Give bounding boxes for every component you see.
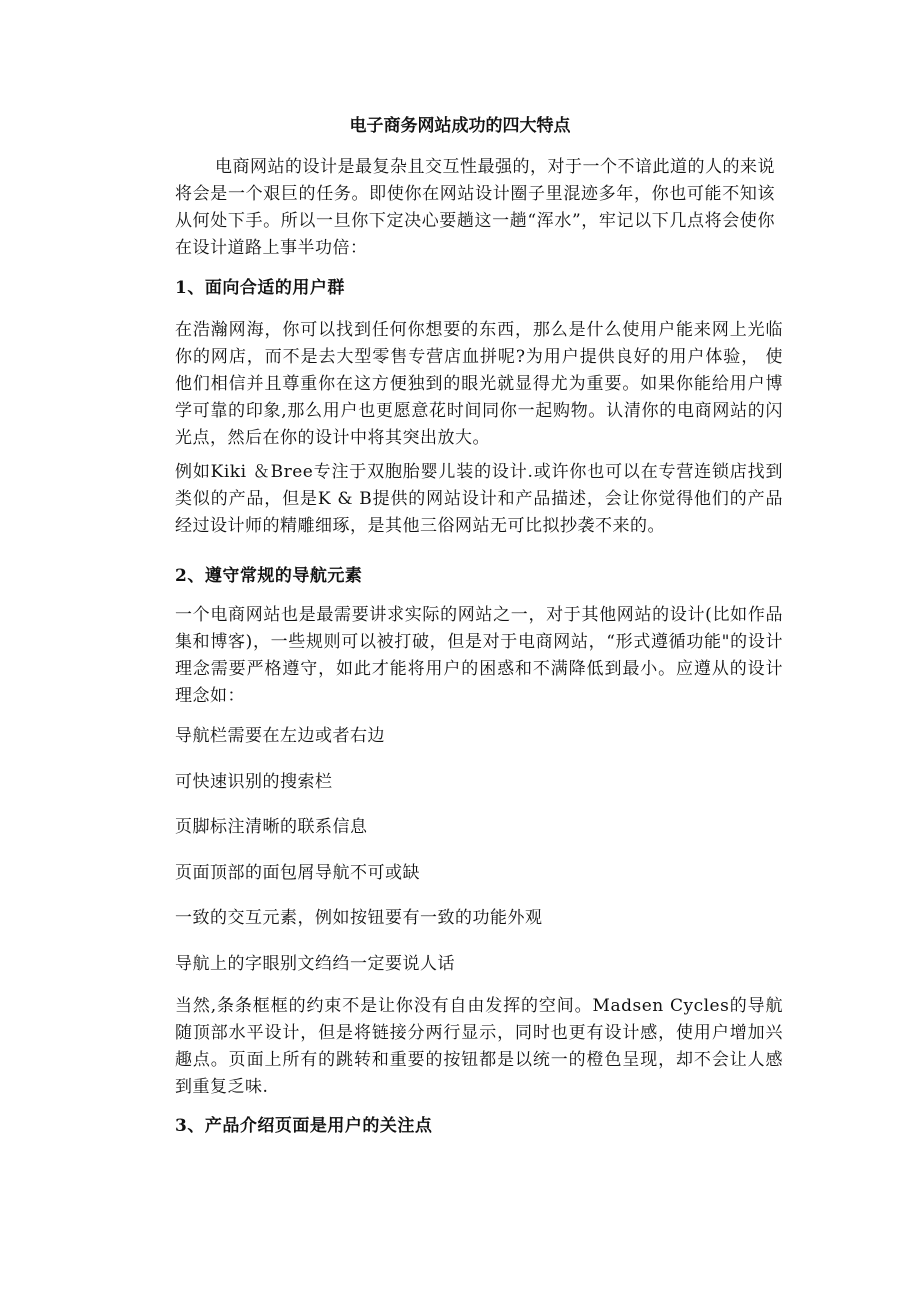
section-heading-1: 1、面向合适的用户群 xyxy=(175,278,345,298)
list-item: 页面顶部的面包屑导航不可或缺 xyxy=(175,863,420,883)
section-heading-3: 3、产品介绍页面是用户的关注点 xyxy=(175,1116,433,1136)
section-heading-2: 2、遵守常规的导航元素 xyxy=(175,566,363,586)
section-1-paragraph-1: 在浩瀚网海，你可以找到任何你想要的东西，那么是什么使用户能来网上光临你的网店，而不是去大型零售专营店血拼呢?为用户提供良好的用户体验， 使他们相信并且尊重你在这方便独到的眼光就显得尤为重要。如果你能给用户博学可靠的印象,那么用户也更愿意花时间同你一起购物。认清你的电商网站的闪光点，然后在你的设计中将其突出放大。 xyxy=(175,320,783,448)
list-item: 一致的交互元素，例如按钮要有一致的功能外观 xyxy=(175,908,543,928)
list-item: 导航上的字眼别文绉绉一定要说人话 xyxy=(175,954,455,974)
list-item: 导航栏需要在左边或者右边 xyxy=(175,726,385,746)
list-item: 页脚标注清晰的联系信息 xyxy=(175,817,368,837)
section-2-paragraph-1: 一个电商网站也是最需要讲求实际的网站之一，对于其他网站的设计(比如作品集和博客)，一些规则可以被打破，但是对于电商网站，“形式遵循功能"的设计理念需要严格遵守，如此才能将用户的困惑和不满降低到最小。应遵从的设计理念如： xyxy=(175,605,783,706)
section-2-closing-paragraph: 当然,条条框框的约束不是让你没有自由发挥的空间。Madsen Cycles的导航随顶部水平设计，但是将链接分两行显示，同时也更有设计感，使用户增加兴趣点。页面上所有的跳转和重要的按钮都是以统一的橙色呈现，却不会让人感到重复乏味. xyxy=(175,996,783,1097)
document-title: 电子商务网站成功的四大特点 xyxy=(349,116,571,136)
intro-paragraph: 电商网站的设计是最复杂且交互性最强的，对于一个不谙此道的人的来说将会是一个艰巨的任务。即使你在网站设计圈子里混迹多年，你也可能不知该从何处下手。所以一旦你下定决心要趟这一趟“浑水”，牢记以下几点将会使你在设计道路上事半功倍： xyxy=(175,157,775,258)
list-item: 可快速识别的搜索栏 xyxy=(175,772,333,792)
section-1-paragraph-2: 例如Kiki ＆Bree专注于双胞胎婴儿装的设计.或许你也可以在专营连锁店找到类似的产品，但是K & B提供的网站设计和产品描述，会让你觉得他们的产品经过设计师的精雕细琢，是其他三俗网站无可比拟抄袭不来的。 xyxy=(175,462,783,536)
